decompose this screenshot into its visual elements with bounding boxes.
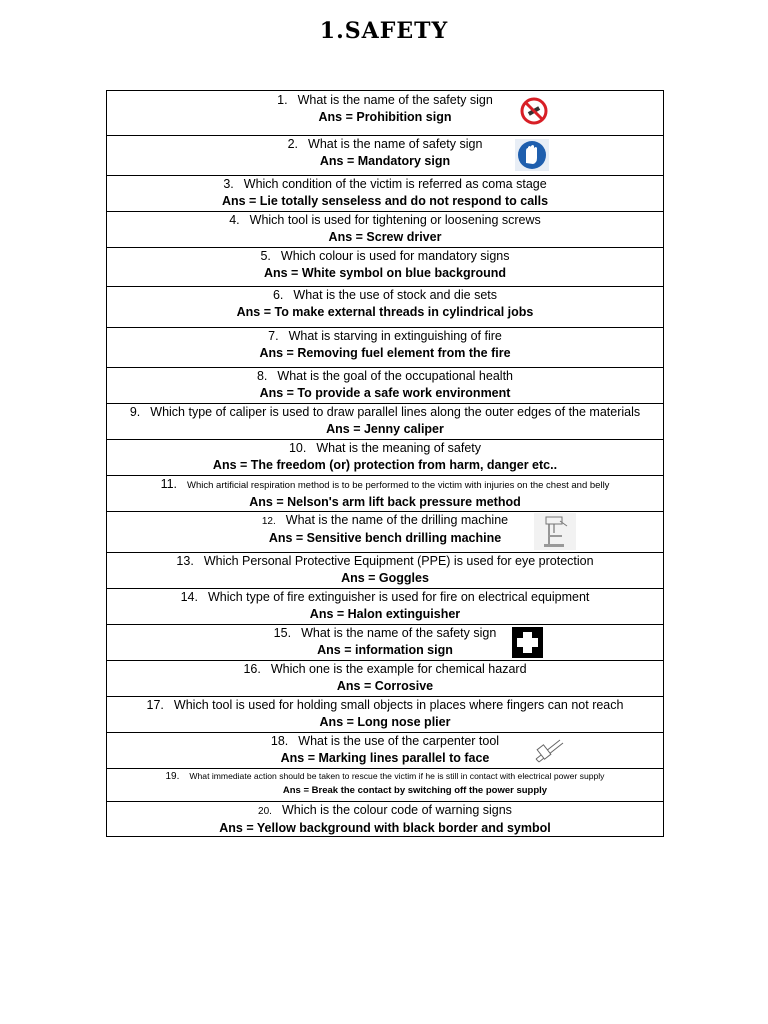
answer-15: Ans = information sign (317, 643, 453, 657)
question-14: 14. Which type of fire extinguisher is used for fire on electrical equipment (180, 590, 590, 604)
question-7: 7. What is starving in extinguishing of fire (268, 329, 502, 343)
drilling-machine-icon (534, 513, 576, 550)
question-19: 19. What immediate action should be taken to rescue the victim if he is still in contact with electrical power supply (165, 771, 605, 782)
answer-5: Ans = White symbol on blue background (263, 266, 507, 280)
answer-16: Ans = Corrosive (336, 679, 434, 693)
answer-14: Ans = Halon extinguisher (309, 607, 461, 621)
answer-10: Ans = The freedom (or) protection from harm, danger etc.. (212, 458, 558, 472)
answer-8: Ans = To provide a safe work environment (259, 386, 511, 400)
question-2: 2. What is the name of safety sign (287, 137, 483, 151)
answer-9: Ans = Jenny caliper (326, 422, 444, 436)
question-18: 18. What is the use of the carpenter tool (270, 734, 500, 748)
marking-gauge-icon (532, 734, 566, 764)
answer-13: Ans = Goggles (341, 571, 429, 585)
question-10: 10. What is the meaning of safety (288, 441, 482, 455)
answer-3: Ans = Lie totally senseless and do not respond to calls (221, 194, 549, 208)
answer-20: Ans = Yellow background with black border and symbol (219, 821, 551, 835)
question-20: 20. Which is the colour code of warning signs (258, 803, 512, 817)
answer-18: Ans = Marking lines parallel to face (280, 751, 490, 765)
answer-11: Ans = Nelson's arm lift back pressure method (249, 495, 521, 509)
question-16: 16. Which one is the example for chemical hazard (243, 662, 527, 676)
question-17: 17. Which tool is used for holding small objects in places where fingers can not reach (146, 698, 624, 712)
question-15: 15. What is the name of the safety sign (273, 626, 497, 640)
answer-6: Ans = To make external threads in cylindrical jobs (236, 305, 534, 319)
qa-table (106, 90, 664, 837)
page-title: 1.SAFETY (319, 18, 449, 44)
answer-19: Ans = Break the contact by switching off the power supply (282, 785, 548, 796)
prohibition-sign-icon (519, 96, 549, 126)
first-aid-cross-icon (512, 627, 543, 658)
question-12: 12. What is the name of the drilling machine (261, 513, 509, 527)
question-8: 8. What is the goal of the occupational health (256, 369, 513, 383)
question-5: 5. Which colour is used for mandatory signs (260, 249, 510, 263)
answer-12: Ans = Sensitive bench drilling machine (268, 531, 502, 545)
question-1: 1. What is the name of the safety sign (277, 93, 493, 107)
question-6: 6. What is the use of stock and die sets (272, 288, 497, 302)
question-11: 11. Which artificial respiration method is to be performed to the victim with injuries on the chest and belly (160, 477, 610, 491)
answer-17: Ans = Long nose plier (319, 715, 451, 729)
mandatory-gloves-sign-icon (515, 139, 549, 171)
answer-7: Ans = Removing fuel element from the fire (259, 346, 511, 360)
answer-1: Ans = Prohibition sign (318, 110, 452, 124)
answer-2: Ans = Mandatory sign (319, 154, 451, 168)
question-3: 3. Which condition of the victim is referred as coma stage (223, 177, 547, 191)
question-9: 9. Which type of caliper is used to draw parallel lines along the outer edges of the materials (129, 405, 641, 419)
answer-4: Ans = Screw driver (328, 230, 442, 244)
question-13: 13. Which Personal Protective Equipment (PPE) is used for eye protection (176, 554, 594, 568)
question-4: 4. Which tool is used for tightening or loosening screws (229, 213, 541, 227)
